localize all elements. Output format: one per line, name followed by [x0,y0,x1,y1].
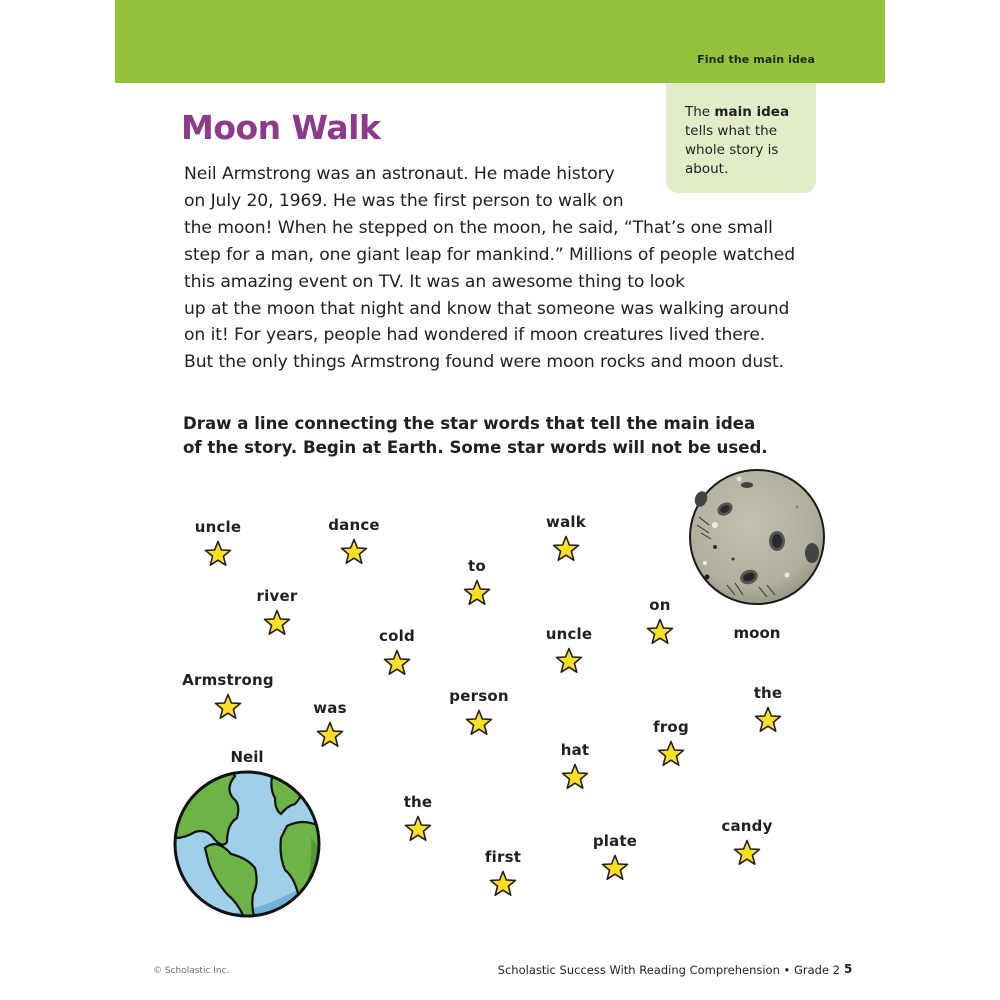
book-title: Scholastic Success With Reading Comprehension • Grade 2 [497,963,840,977]
star-icon[interactable] [657,740,685,767]
star-word-candy[interactable] [687,817,807,866]
star-icon[interactable] [214,693,242,720]
star-word-dance[interactable] [294,516,414,565]
page-number: 5 [844,962,853,976]
callout-prefix: The [685,104,715,120]
callout-line: whole story is [685,142,779,158]
star-word-label: cold [379,627,415,645]
star-icon[interactable] [561,763,589,790]
star-icon[interactable] [489,870,517,897]
story-line: the moon! When he stepped on the moon, he said, “That’s one small [184,217,773,238]
star-icon[interactable] [383,649,411,676]
star-word-label: was [313,699,347,717]
star-icon[interactable] [733,839,761,866]
instruction-line: Draw a line connecting the star words that tell the main idea [183,414,756,433]
story-line: on it! For years, people had wondered if moon creatures lived there. [184,325,766,346]
section-label: Find the main idea [697,53,815,66]
story-line: But the only things Armstrong found were moon rocks and moon dust. [184,352,784,373]
star-word-label: on [649,596,671,614]
activity-instructions [183,412,803,460]
copyright: © Scholastic Inc. [153,966,230,976]
star-word-label: walk [546,513,586,531]
star-icon[interactable] [465,709,493,736]
star-icon[interactable] [754,706,782,733]
star-word-label: uncle [194,518,242,536]
star-word-label: river [256,587,298,605]
header-band [115,0,885,83]
star-icon[interactable] [316,721,344,748]
star-word-label: person [449,687,509,705]
star-word-label: candy [721,817,773,835]
star-word-label: the [753,684,783,702]
callout-line: about. [685,161,729,177]
star-word-label: uncle [545,625,593,643]
star-word-river[interactable] [217,587,337,636]
star-word-cold[interactable] [337,627,457,676]
star-icon[interactable] [646,618,674,645]
star-word-to[interactable] [417,557,537,606]
star-word-walk[interactable] [506,513,626,562]
star-icon[interactable] [340,538,368,565]
star-icon[interactable] [552,535,580,562]
story-text [184,161,824,376]
star-icon[interactable] [263,609,291,636]
story-line: Neil Armstrong was an astronaut. He made history [184,164,615,184]
earth-icon[interactable] [171,768,323,920]
star-word-label: to [468,557,486,575]
star-word-label: Armstrong [182,671,274,689]
moon-icon[interactable] [687,467,827,607]
story-line: up at the moon that night and know that someone was walking around [184,298,790,319]
star-word-label: frog [653,718,689,736]
page-title: Moon Walk [181,108,381,147]
story-line: on July 20, 1969. He was the first person to walk on [184,190,624,211]
story-line: this amazing event on TV. It was an awesome thing to look [184,271,685,292]
callout-bold-term: main idea [714,104,790,120]
moon-label: moon [733,624,781,642]
star-icon[interactable] [204,540,232,567]
earth-label: Neil [230,748,264,766]
callout-line: tells what the [685,123,778,139]
star-word-label: plate [592,832,638,850]
star-icon[interactable] [463,579,491,606]
star-word-the[interactable] [358,793,478,842]
star-word-label: first [484,848,522,866]
star-word-plate[interactable] [555,832,675,881]
star-word-on[interactable] [600,596,720,645]
story-line: step for a man, one giant leap for mankind.” Millions of people watched [184,244,796,265]
star-word-hat[interactable] [515,741,635,790]
star-word-first[interactable] [443,848,563,897]
star-word-uncle[interactable] [158,518,278,567]
star-word-was[interactable] [270,699,390,748]
star-word-person[interactable] [419,687,539,736]
star-word-label: hat [560,741,590,759]
star-icon[interactable] [601,854,629,881]
star-word-label: the [403,793,433,811]
instruction-line: of the story. Begin at Earth. Some star words will not be used. [183,438,768,457]
star-word-label: dance [328,516,380,534]
star-icon[interactable] [404,815,432,842]
star-icon[interactable] [555,647,583,674]
